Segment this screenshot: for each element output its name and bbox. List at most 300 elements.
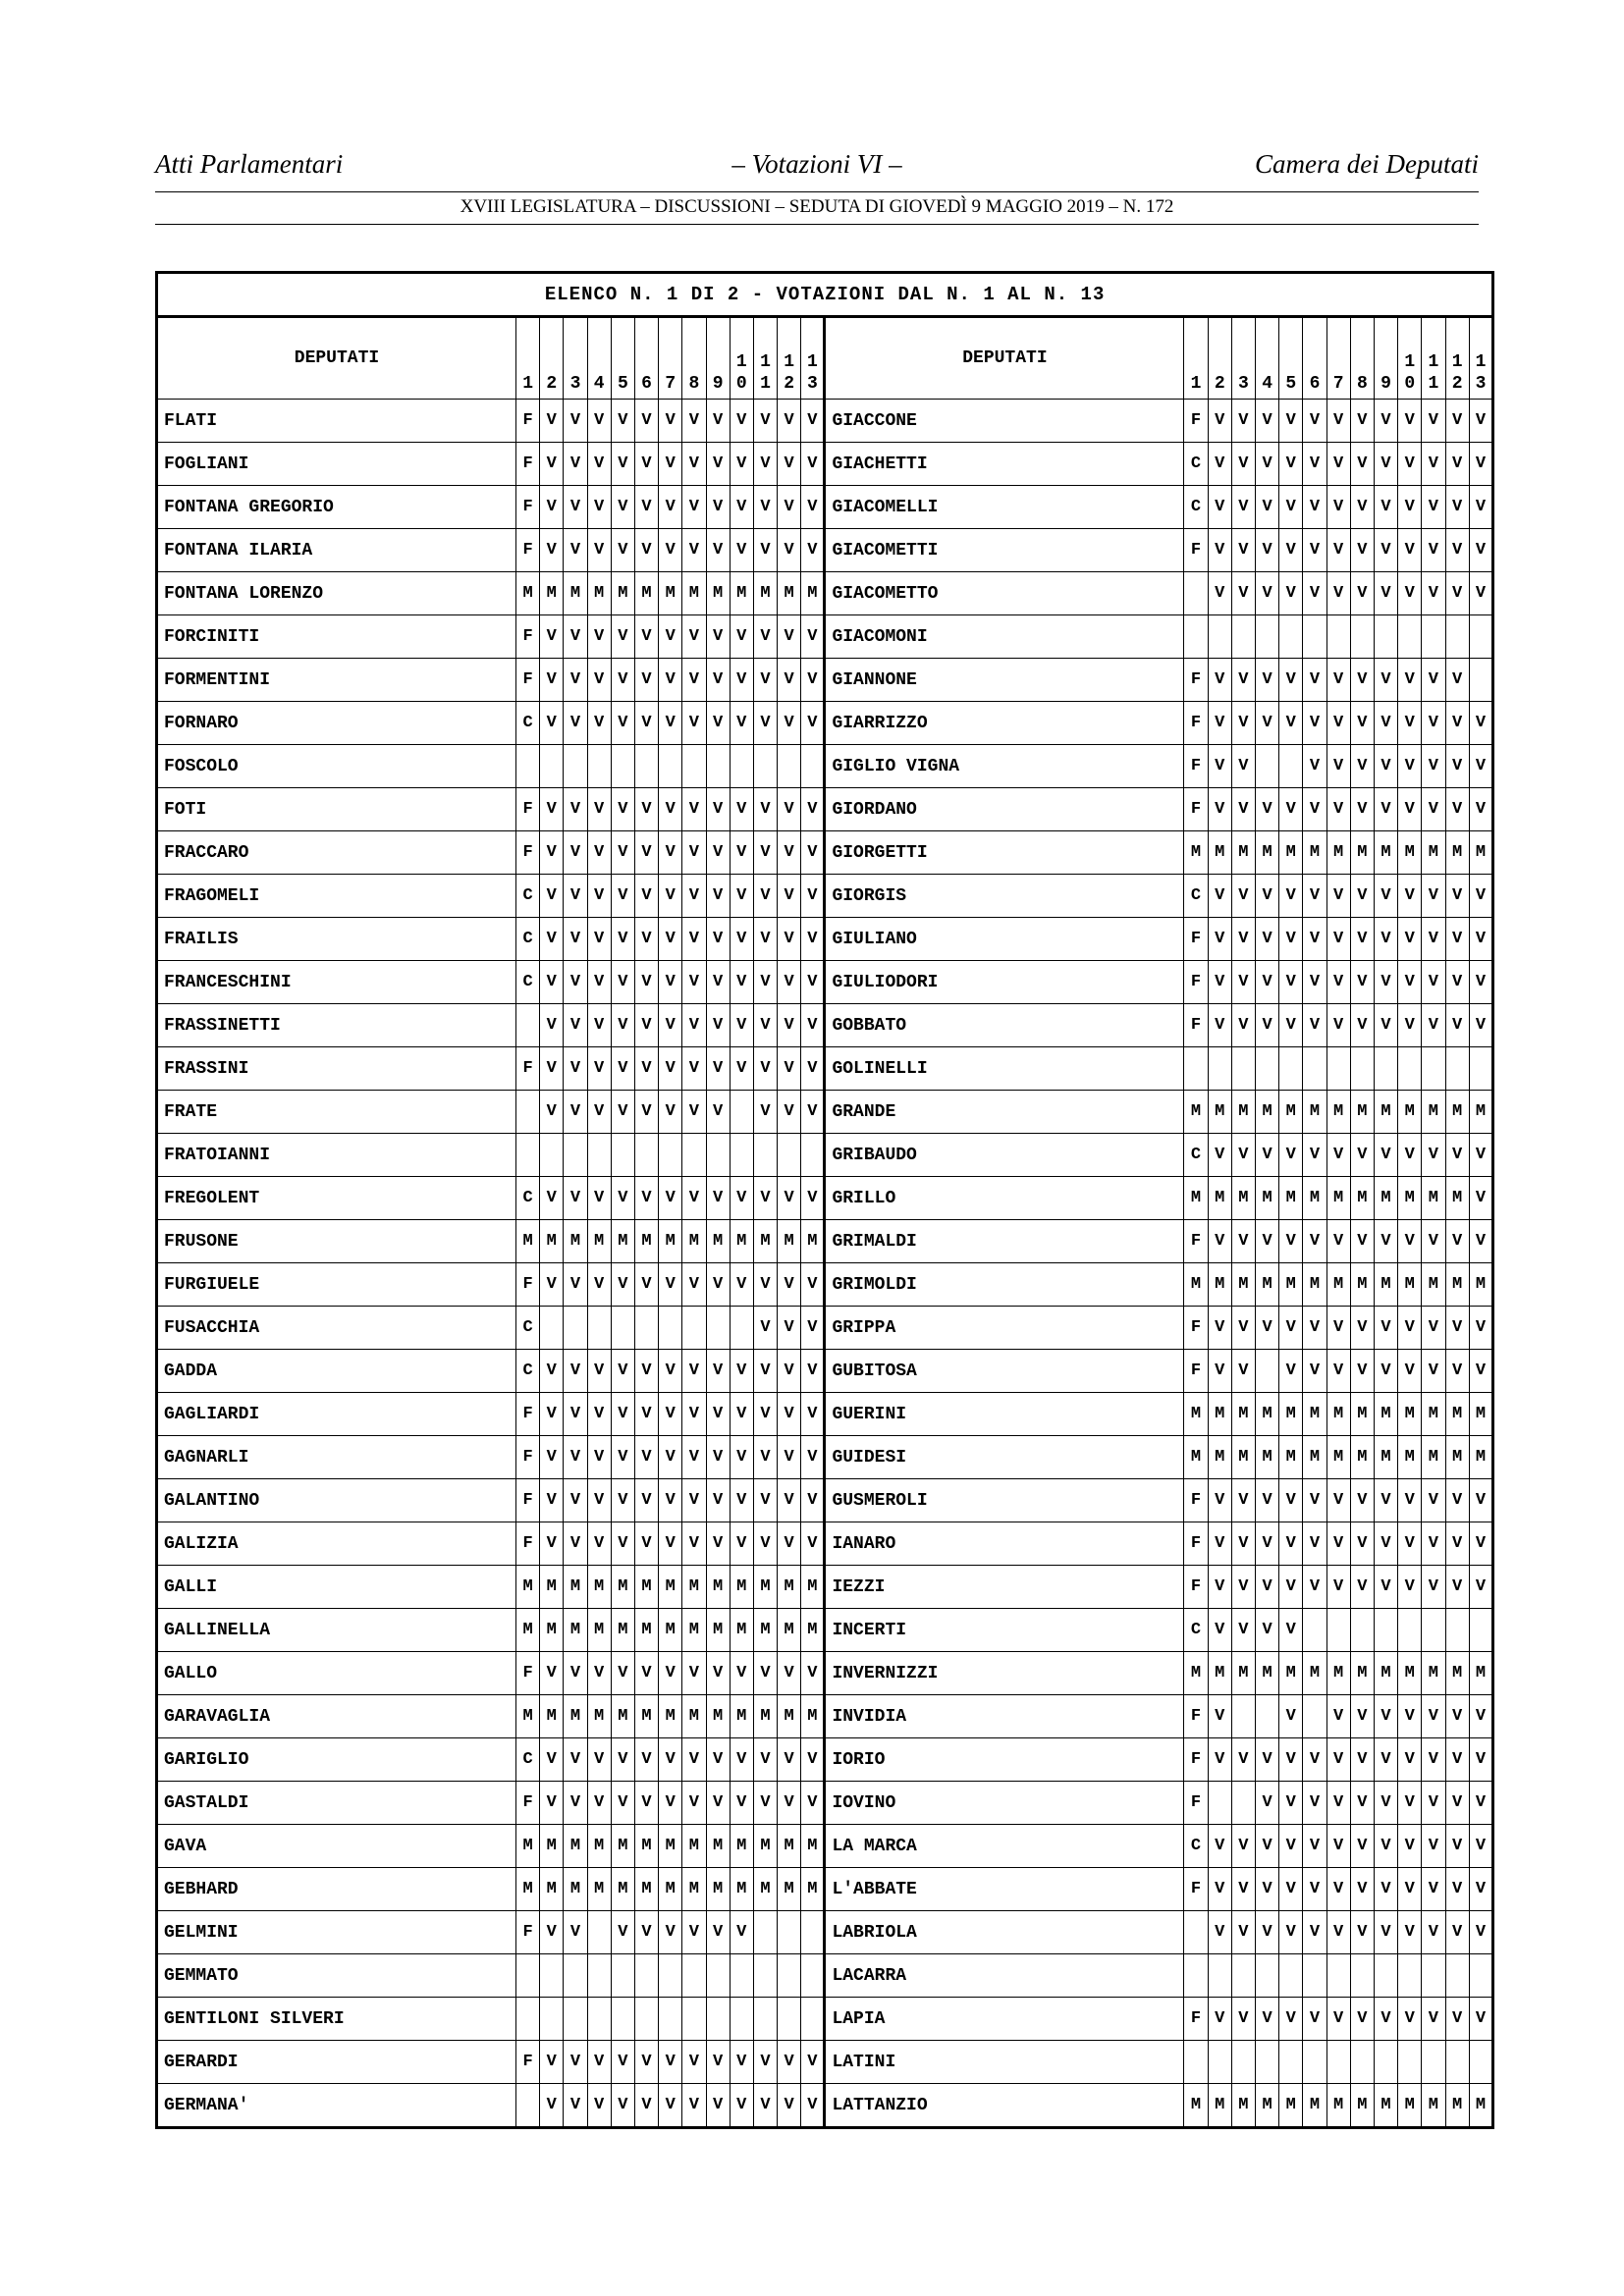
vote-cell <box>540 1954 564 1998</box>
vote-cell <box>516 1998 540 2041</box>
vote-cell: V <box>730 1047 753 1091</box>
vote-cell: V <box>801 2084 825 2128</box>
vote-cell: V <box>1256 1998 1279 2041</box>
vote-cell: M <box>1398 1652 1422 1695</box>
vote-cell: V <box>1350 1695 1374 1738</box>
vote-number-header <box>1256 317 1279 400</box>
vote-cell: V <box>1422 1738 1445 1782</box>
vote-cell <box>587 1911 611 1954</box>
vote-cell: V <box>682 1047 706 1091</box>
vote-cell <box>1445 2041 1469 2084</box>
vote-cell <box>753 1911 777 1954</box>
deputy-name: GARAVAGLIA <box>157 1695 516 1738</box>
vote-cell: M <box>1208 1091 1231 1134</box>
vote-cell: V <box>1350 529 1374 572</box>
vote-cell <box>1231 1782 1255 1825</box>
deputy-name: GIORGETTI <box>825 831 1184 875</box>
vote-cell: V <box>1279 1825 1303 1868</box>
vote-cell <box>1231 1047 1255 1091</box>
vote-cell <box>1469 1047 1493 1091</box>
vote-cell: V <box>706 1782 730 1825</box>
vote-number-header <box>1303 317 1326 400</box>
vote-cell: V <box>1422 1350 1445 1393</box>
vote-number-bottom: 6 <box>1309 374 1321 394</box>
vote-cell: V <box>778 400 801 443</box>
vote-cell: V <box>1469 702 1493 745</box>
table-row <box>157 1954 1493 1998</box>
vote-cell: V <box>540 1091 564 1134</box>
vote-cell: V <box>1445 875 1469 918</box>
vote-cell: M <box>634 1220 658 1263</box>
vote-cell: V <box>1374 788 1397 831</box>
vote-number-top: 1 <box>1451 352 1463 372</box>
vote-cell: V <box>682 1177 706 1220</box>
vote-cell: V <box>611 1047 634 1091</box>
vote-cell: M <box>730 1220 753 1263</box>
vote-cell: V <box>1445 961 1469 1004</box>
table-row <box>157 1177 1493 1220</box>
vote-cell: V <box>778 529 801 572</box>
vote-cell: M <box>682 1609 706 1652</box>
vote-cell: F <box>1184 529 1208 572</box>
vote-cell <box>1469 1609 1493 1652</box>
vote-cell: V <box>564 443 587 486</box>
vote-number-bottom: 1 <box>1190 374 1202 394</box>
vote-cell: V <box>1350 788 1374 831</box>
vote-cell <box>516 1134 540 1177</box>
vote-cell: V <box>730 875 753 918</box>
vote-cell: M <box>753 1825 777 1868</box>
vote-cell: V <box>1350 659 1374 702</box>
vote-number-top: 1 <box>760 352 771 372</box>
vote-cell: M <box>730 1609 753 1652</box>
vote-cell: V <box>587 615 611 659</box>
vote-cell: V <box>587 659 611 702</box>
vote-cell: F <box>1184 1004 1208 1047</box>
vote-cell: V <box>659 529 682 572</box>
vote-cell: V <box>1326 1220 1350 1263</box>
vote-cell: V <box>659 615 682 659</box>
vote-cell: V <box>1469 1825 1493 1868</box>
vote-cell <box>634 745 658 788</box>
vote-cell: V <box>634 1177 658 1220</box>
vote-cell: V <box>778 1522 801 1566</box>
vote-cell: V <box>753 443 777 486</box>
vote-cell: V <box>706 659 730 702</box>
vote-cell: V <box>634 2084 658 2128</box>
vote-cell: M <box>1445 831 1469 875</box>
vote-cell: V <box>778 1652 801 1695</box>
deputy-name: FRANCESCHINI <box>157 961 516 1004</box>
vote-cell <box>706 745 730 788</box>
vote-number-top <box>659 351 681 373</box>
vote-cell: V <box>1445 400 1469 443</box>
vote-cell <box>1445 1954 1469 1998</box>
vote-cell: M <box>1279 2084 1303 2128</box>
vote-cell: V <box>753 615 777 659</box>
vote-number-bottom: 0 <box>735 374 747 394</box>
vote-cell <box>801 1998 825 2041</box>
vote-cell: C <box>516 702 540 745</box>
vote-cell: V <box>587 1522 611 1566</box>
vote-number-header <box>1374 317 1397 400</box>
vote-cell: V <box>564 1479 587 1522</box>
vote-cell: M <box>778 1695 801 1738</box>
vote-cell: V <box>611 1436 634 1479</box>
table-title: ELENCO N. 1 DI 2 - VOTAZIONI DAL N. 1 AL N. 13 <box>157 273 1493 317</box>
vote-cell: V <box>1398 1782 1422 1825</box>
vote-cell: V <box>1469 1350 1493 1393</box>
vote-cell <box>1398 1954 1422 1998</box>
vote-table <box>155 271 1494 2129</box>
table-title-row <box>157 273 1493 317</box>
vote-cell <box>1231 1954 1255 1998</box>
vote-number-header <box>730 317 753 400</box>
vote-cell <box>1422 2041 1445 2084</box>
vote-cell: V <box>1422 1134 1445 1177</box>
vote-cell: V <box>564 2041 587 2084</box>
vote-cell: V <box>587 961 611 1004</box>
vote-cell: M <box>1326 1393 1350 1436</box>
table-row <box>157 702 1493 745</box>
vote-cell: V <box>1303 529 1326 572</box>
vote-cell: V <box>682 831 706 875</box>
vote-cell: V <box>778 1177 801 1220</box>
vote-cell: V <box>1303 1566 1326 1609</box>
vote-cell: M <box>1326 831 1350 875</box>
vote-cell: M <box>1374 1263 1397 1307</box>
vote-cell: M <box>587 572 611 615</box>
vote-cell: M <box>659 1220 682 1263</box>
vote-cell: V <box>634 400 658 443</box>
vote-cell: V <box>1445 1220 1469 1263</box>
vote-cell: V <box>1256 1566 1279 1609</box>
vote-number-header <box>587 317 611 400</box>
vote-cell: V <box>1279 1220 1303 1263</box>
vote-cell: V <box>753 961 777 1004</box>
vote-cell <box>1208 615 1231 659</box>
vote-cell: V <box>1445 918 1469 961</box>
vote-cell: M <box>1208 831 1231 875</box>
vote-cell: V <box>1208 1566 1231 1609</box>
vote-cell: V <box>540 1177 564 1220</box>
deputy-name: GELMINI <box>157 1911 516 1954</box>
vote-cell <box>1279 745 1303 788</box>
vote-cell: V <box>587 831 611 875</box>
vote-cell: V <box>540 1652 564 1695</box>
vote-cell: M <box>1256 1436 1279 1479</box>
vote-cell: M <box>611 572 634 615</box>
vote-cell: V <box>1279 1609 1303 1652</box>
vote-cell: V <box>778 831 801 875</box>
deputy-name: GAGLIARDI <box>157 1393 516 1436</box>
vote-cell: M <box>1422 2084 1445 2128</box>
vote-cell: V <box>1469 486 1493 529</box>
vote-cell: V <box>1445 1911 1469 1954</box>
vote-cell: V <box>611 1350 634 1393</box>
vote-number-bottom: 2 <box>546 374 558 394</box>
vote-cell: V <box>706 1393 730 1436</box>
vote-number-top <box>540 351 563 373</box>
vote-cell: V <box>801 1652 825 1695</box>
vote-cell: V <box>706 615 730 659</box>
deputy-name: FRUSONE <box>157 1220 516 1263</box>
vote-cell: V <box>634 443 658 486</box>
vote-cell: M <box>1374 2084 1397 2128</box>
vote-cell: M <box>706 1868 730 1911</box>
vote-cell: V <box>1398 1911 1422 1954</box>
vote-cell: V <box>682 1782 706 1825</box>
vote-cell: V <box>1256 1868 1279 1911</box>
table-row <box>157 1609 1493 1652</box>
vote-cell: V <box>1256 400 1279 443</box>
vote-cell <box>753 1134 777 1177</box>
vote-cell <box>1326 1609 1350 1652</box>
deputy-name: FRATE <box>157 1091 516 1134</box>
vote-number-top <box>1209 351 1231 373</box>
vote-cell: V <box>1398 1522 1422 1566</box>
table-row <box>157 745 1493 788</box>
vote-cell: V <box>682 1479 706 1522</box>
table-row <box>157 875 1493 918</box>
vote-cell: V <box>1422 1307 1445 1350</box>
vote-cell: V <box>1303 875 1326 918</box>
vote-cell <box>611 745 634 788</box>
vote-cell: V <box>1350 486 1374 529</box>
vote-cell: V <box>1445 659 1469 702</box>
table-row <box>157 615 1493 659</box>
vote-cell: V <box>706 918 730 961</box>
vote-cell <box>1256 1954 1279 1998</box>
vote-cell: V <box>564 529 587 572</box>
vote-cell: V <box>801 1091 825 1134</box>
vote-cell: V <box>753 400 777 443</box>
deputy-name: IEZZI <box>825 1566 1184 1609</box>
deputy-name: GIACOMELLI <box>825 486 1184 529</box>
vote-cell: V <box>540 659 564 702</box>
vote-cell: V <box>1469 572 1493 615</box>
vote-cell: V <box>659 1782 682 1825</box>
vote-cell: V <box>1279 1911 1303 1954</box>
vote-cell: V <box>564 1393 587 1436</box>
vote-cell: F <box>516 659 540 702</box>
vote-cell: V <box>1469 745 1493 788</box>
table-row <box>157 443 1493 486</box>
vote-cell: V <box>564 400 587 443</box>
vote-cell: V <box>1350 1825 1374 1868</box>
vote-cell <box>1184 1954 1208 1998</box>
vote-number-top <box>1232 351 1255 373</box>
vote-cell: V <box>564 1263 587 1307</box>
vote-cell: V <box>1256 1911 1279 1954</box>
vote-cell: V <box>1208 1134 1231 1177</box>
vote-cell: V <box>611 1091 634 1134</box>
vote-cell: V <box>1208 1350 1231 1393</box>
vote-cell: V <box>1326 572 1350 615</box>
vote-cell: F <box>516 788 540 831</box>
vote-cell: V <box>1326 702 1350 745</box>
vote-cell <box>730 1307 753 1350</box>
vote-cell <box>730 745 753 788</box>
vote-cell <box>516 1091 540 1134</box>
vote-cell: M <box>516 1868 540 1911</box>
vote-number-header <box>1398 317 1422 400</box>
deputy-name: GALIZIA <box>157 1522 516 1566</box>
vote-cell: V <box>1374 1307 1397 1350</box>
vote-cell: V <box>564 1782 587 1825</box>
header-rule-bottom <box>155 224 1479 225</box>
vote-cell: V <box>1231 1825 1255 1868</box>
vote-cell: V <box>778 2084 801 2128</box>
deputy-name: FREGOLENT <box>157 1177 516 1220</box>
vote-cell: V <box>1374 918 1397 961</box>
vote-cell: M <box>801 1868 825 1911</box>
vote-cell: V <box>634 1522 658 1566</box>
deputy-name: GIACOMETTI <box>825 529 1184 572</box>
vote-cell: V <box>730 1782 753 1825</box>
vote-cell: V <box>1303 702 1326 745</box>
deputy-name: FORCINITI <box>157 615 516 659</box>
vote-cell: M <box>801 1825 825 1868</box>
vote-cell: V <box>1398 1134 1422 1177</box>
header-center: – Votazioni VI – <box>731 149 902 179</box>
vote-cell: V <box>706 875 730 918</box>
vote-number-bottom: 2 <box>1214 374 1225 394</box>
vote-cell: V <box>1398 1825 1422 1868</box>
vote-cell: V <box>730 443 753 486</box>
vote-cell: V <box>659 1652 682 1695</box>
vote-cell: V <box>611 918 634 961</box>
vote-cell: V <box>1256 572 1279 615</box>
vote-cell: V <box>659 1263 682 1307</box>
vote-cell: V <box>1279 1350 1303 1393</box>
vote-cell: C <box>516 1350 540 1393</box>
vote-cell: V <box>587 400 611 443</box>
vote-cell <box>1326 1954 1350 1998</box>
vote-cell: V <box>1279 1998 1303 2041</box>
vote-cell: M <box>1279 1652 1303 1695</box>
vote-cell: V <box>1445 1695 1469 1738</box>
vote-cell: M <box>587 1609 611 1652</box>
vote-cell: M <box>634 572 658 615</box>
vote-cell: M <box>1184 1263 1208 1307</box>
vote-cell: V <box>778 486 801 529</box>
vote-cell: F <box>516 1047 540 1091</box>
vote-cell: M <box>1350 1436 1374 1479</box>
deputy-name: FLATI <box>157 400 516 443</box>
vote-cell: V <box>778 443 801 486</box>
vote-cell: V <box>801 615 825 659</box>
vote-cell: V <box>1350 1350 1374 1393</box>
vote-cell: V <box>1256 1609 1279 1652</box>
vote-cell: V <box>1208 1998 1231 2041</box>
vote-cell: M <box>1469 1652 1493 1695</box>
vote-cell: V <box>1208 788 1231 831</box>
vote-cell: V <box>1374 1782 1397 1825</box>
vote-cell: V <box>778 2041 801 2084</box>
vote-cell: V <box>730 1738 753 1782</box>
vote-cell: V <box>1326 1911 1350 1954</box>
vote-cell: V <box>1422 1004 1445 1047</box>
vote-cell: V <box>1445 1350 1469 1393</box>
vote-cell: V <box>564 788 587 831</box>
vote-cell: V <box>1374 1134 1397 1177</box>
vote-cell: V <box>634 1350 658 1393</box>
vote-cell: M <box>1279 1436 1303 1479</box>
vote-cell <box>1279 615 1303 659</box>
vote-cell: V <box>1256 1738 1279 1782</box>
vote-cell: F <box>1184 788 1208 831</box>
vote-cell: V <box>1398 572 1422 615</box>
vote-cell: V <box>540 400 564 443</box>
vote-cell: V <box>564 1091 587 1134</box>
vote-cell: F <box>516 615 540 659</box>
deputy-name: FOTI <box>157 788 516 831</box>
vote-cell: V <box>1422 918 1445 961</box>
vote-cell: V <box>753 1091 777 1134</box>
vote-cell <box>753 745 777 788</box>
vote-cell: V <box>634 1393 658 1436</box>
vote-cell: V <box>1208 400 1231 443</box>
vote-cell: M <box>1422 1393 1445 1436</box>
vote-number-bottom: 2 <box>784 374 795 394</box>
vote-cell: M <box>753 1868 777 1911</box>
vote-cell: V <box>611 529 634 572</box>
vote-cell: V <box>634 1782 658 1825</box>
vote-cell: V <box>1350 875 1374 918</box>
vote-cell: V <box>1256 529 1279 572</box>
vote-cell: M <box>634 1566 658 1609</box>
vote-cell: M <box>611 1220 634 1263</box>
vote-cell: V <box>1279 1868 1303 1911</box>
vote-cell: M <box>564 1695 587 1738</box>
vote-cell: V <box>611 961 634 1004</box>
vote-cell: V <box>1422 400 1445 443</box>
vote-cell: V <box>1398 875 1422 918</box>
vote-cell: V <box>1350 1911 1374 1954</box>
vote-cell: M <box>682 1220 706 1263</box>
vote-cell: V <box>1208 1868 1231 1911</box>
table-row <box>157 1782 1493 1825</box>
vote-cell <box>1256 1047 1279 1091</box>
vote-cell: V <box>540 875 564 918</box>
vote-cell: V <box>1208 1307 1231 1350</box>
vote-cell: V <box>1398 702 1422 745</box>
vote-cell: M <box>634 1609 658 1652</box>
vote-cell: F <box>516 1393 540 1436</box>
vote-cell: V <box>1374 659 1397 702</box>
vote-cell: V <box>1279 1307 1303 1350</box>
vote-cell: V <box>801 659 825 702</box>
deputy-name: LA MARCA <box>825 1825 1184 1868</box>
vote-number-top <box>1327 351 1350 373</box>
vote-cell: M <box>659 572 682 615</box>
vote-cell: V <box>1469 1220 1493 1263</box>
vote-number-header <box>1184 317 1208 400</box>
table-row <box>157 1868 1493 1911</box>
vote-cell: V <box>1231 1522 1255 1566</box>
vote-cell: V <box>1279 702 1303 745</box>
vote-cell: M <box>564 1566 587 1609</box>
vote-cell: M <box>778 1220 801 1263</box>
vote-cell: V <box>611 1004 634 1047</box>
vote-cell: V <box>1326 400 1350 443</box>
vote-cell: V <box>540 1479 564 1522</box>
vote-cell: M <box>801 572 825 615</box>
vote-cell: M <box>1279 1177 1303 1220</box>
vote-cell: V <box>540 961 564 1004</box>
vote-cell: V <box>1231 1350 1255 1393</box>
